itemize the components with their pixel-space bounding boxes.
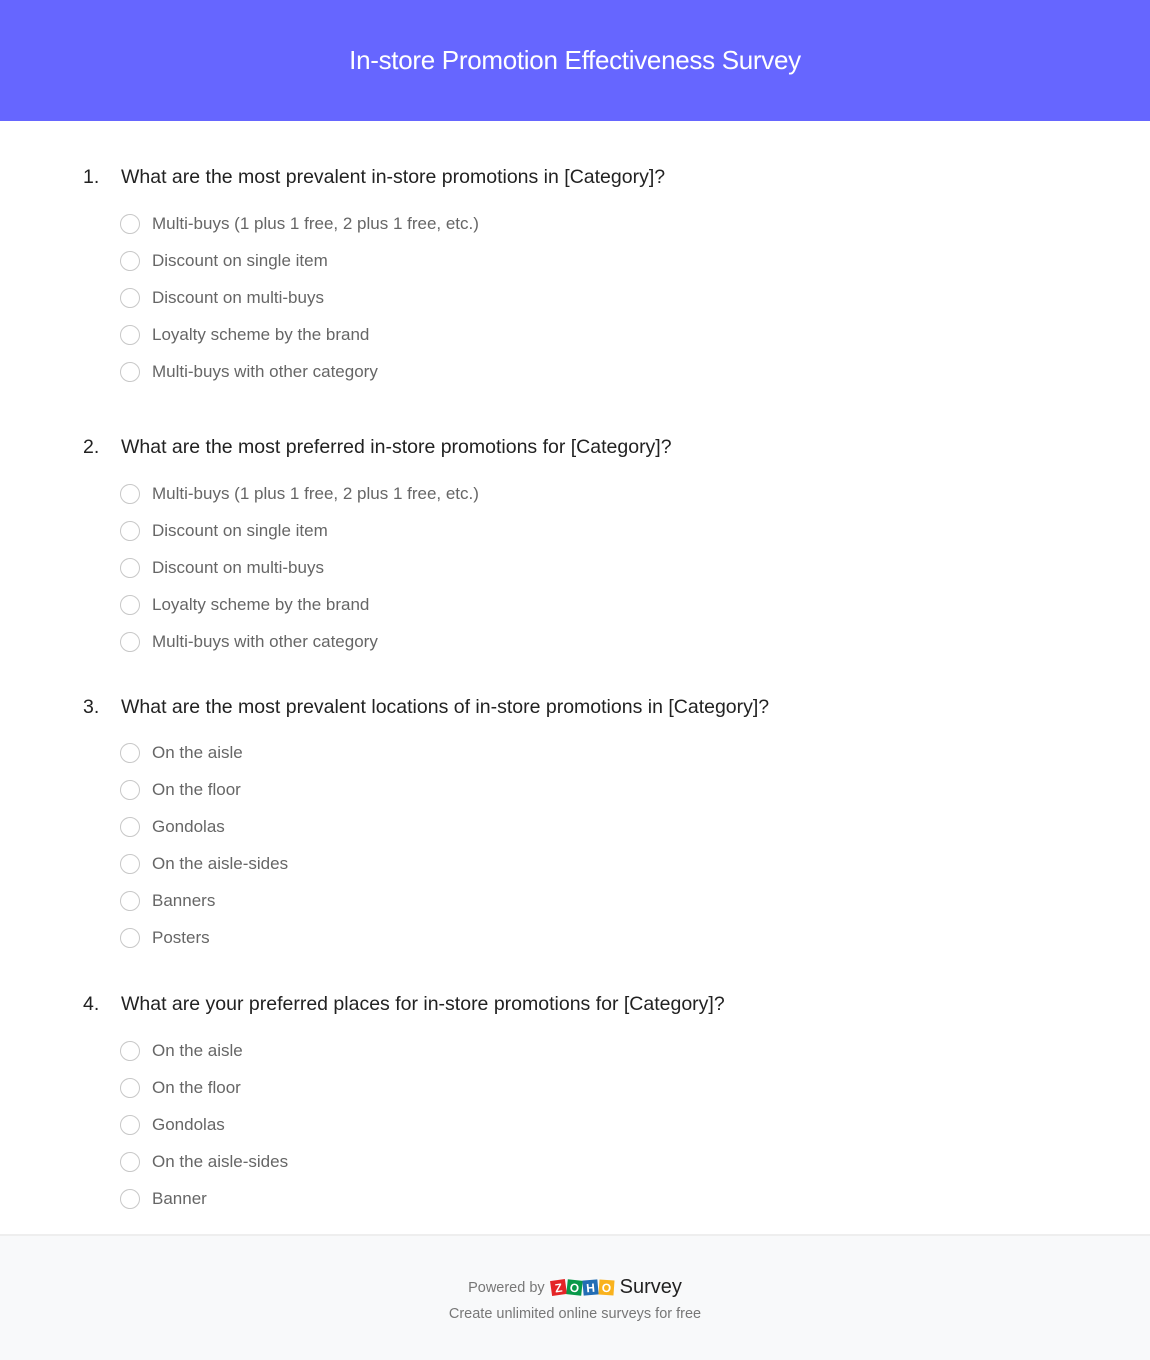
option-label: On the floor <box>152 779 241 799</box>
question-number: 1. <box>83 166 100 188</box>
radio-button[interactable] <box>120 251 140 271</box>
zoho-logo-icon[interactable] <box>551 1280 615 1295</box>
survey-title: In-store Promotion Effectiveness Survey <box>349 45 801 75</box>
radio-option[interactable] <box>120 808 769 845</box>
option-label: Discount on multi-buys <box>152 287 324 307</box>
radio-button[interactable] <box>120 1152 140 1172</box>
radio-button[interactable] <box>120 928 140 948</box>
radio-option[interactable] <box>120 316 665 353</box>
radio-option[interactable] <box>120 1032 725 1069</box>
question-text: What are the most prevalent locations of in-store promotions in [Category]? <box>121 696 770 718</box>
radio-option[interactable] <box>120 353 665 390</box>
option-label: On the aisle-sides <box>152 853 289 873</box>
option-label: Banners <box>152 890 216 910</box>
option-label: On the aisle <box>152 742 243 762</box>
radio-option[interactable] <box>120 549 672 586</box>
radio-option[interactable] <box>120 1143 725 1180</box>
footer <box>0 1234 1150 1360</box>
options-list <box>120 734 769 956</box>
radio-button[interactable] <box>120 743 140 763</box>
options-list <box>120 1032 725 1217</box>
option-label: On the aisle-sides <box>152 1151 289 1171</box>
question-text: What are the most prevalent in-store promotions in [Category]? <box>121 166 666 188</box>
question-title <box>83 164 665 190</box>
option-label: Discount on multi-buys <box>152 557 324 577</box>
radio-button[interactable] <box>120 854 140 874</box>
radio-button[interactable] <box>120 1115 140 1135</box>
option-label: Discount on single item <box>152 250 328 270</box>
radio-button[interactable] <box>120 362 140 382</box>
radio-option[interactable] <box>120 279 665 316</box>
question-number: 4. <box>83 993 100 1015</box>
option-label: Discount on single item <box>152 520 328 540</box>
radio-button[interactable] <box>120 484 140 504</box>
survey-header <box>0 0 1150 121</box>
radio-button[interactable] <box>120 780 140 800</box>
option-label: Loyalty scheme by the brand <box>152 324 370 344</box>
option-label: On the aisle <box>152 1040 243 1060</box>
question-text: What are the most preferred in-store promotions for [Category]? <box>121 436 672 458</box>
survey-body <box>0 121 1150 1234</box>
radio-option[interactable] <box>120 242 665 279</box>
option-label: Loyalty scheme by the brand <box>152 594 370 614</box>
radio-option[interactable] <box>120 623 672 660</box>
question-text: What are your preferred places for in-store promotions for [Category]? <box>121 993 725 1015</box>
question-title <box>83 434 672 460</box>
radio-button[interactable] <box>120 325 140 345</box>
question-number: 3. <box>83 696 100 718</box>
radio-option[interactable] <box>120 919 769 956</box>
radio-button[interactable] <box>120 1041 140 1061</box>
option-label: Gondolas <box>152 1114 225 1134</box>
question-3 <box>83 694 769 956</box>
logo-letter: Z <box>550 1279 567 1296</box>
option-label: On the floor <box>152 1077 241 1097</box>
radio-button[interactable] <box>120 214 140 234</box>
options-list <box>120 475 672 660</box>
option-label: Multi-buys with other category <box>152 631 378 651</box>
survey-product-name: Survey <box>619 1276 682 1298</box>
radio-option[interactable] <box>120 734 769 771</box>
options-list <box>120 205 665 390</box>
option-label: Multi-buys (1 plus 1 free, 2 plus 1 free, etc.) <box>152 213 479 233</box>
radio-option[interactable] <box>120 1106 725 1143</box>
radio-button[interactable] <box>120 288 140 308</box>
radio-option[interactable] <box>120 512 672 549</box>
option-label: Multi-buys with other category <box>152 361 378 381</box>
radio-button[interactable] <box>120 1078 140 1098</box>
question-title <box>83 694 769 720</box>
radio-button[interactable] <box>120 558 140 578</box>
option-label: Gondolas <box>152 816 225 836</box>
question-1 <box>83 164 665 390</box>
radio-button[interactable] <box>120 817 140 837</box>
question-title <box>83 991 725 1017</box>
radio-option[interactable] <box>120 1180 725 1217</box>
logo-letter: O <box>598 1279 614 1295</box>
radio-button[interactable] <box>120 1189 140 1209</box>
option-label: Banner <box>152 1188 207 1208</box>
question-4 <box>83 991 725 1217</box>
radio-option[interactable] <box>120 771 769 808</box>
radio-option[interactable] <box>120 882 769 919</box>
powered-by-text: Powered by <box>468 1279 545 1296</box>
logo-letter: H <box>582 1279 598 1295</box>
radio-option[interactable] <box>120 845 769 882</box>
logo-letter: O <box>566 1279 582 1295</box>
radio-option[interactable] <box>120 1069 725 1106</box>
radio-option[interactable] <box>120 586 672 623</box>
radio-button[interactable] <box>120 891 140 911</box>
question-number: 2. <box>83 436 100 458</box>
radio-button[interactable] <box>120 632 140 652</box>
radio-option[interactable] <box>120 475 672 512</box>
option-label: Multi-buys (1 plus 1 free, 2 plus 1 free, etc.) <box>152 483 479 503</box>
question-2 <box>83 434 672 660</box>
footer-tagline[interactable]: Create unlimited online surveys for free <box>448 1306 702 1322</box>
radio-button[interactable] <box>120 521 140 541</box>
option-label: Posters <box>152 927 210 947</box>
powered-by[interactable] <box>0 1276 1150 1299</box>
radio-button[interactable] <box>120 595 140 615</box>
radio-option[interactable] <box>120 205 665 242</box>
